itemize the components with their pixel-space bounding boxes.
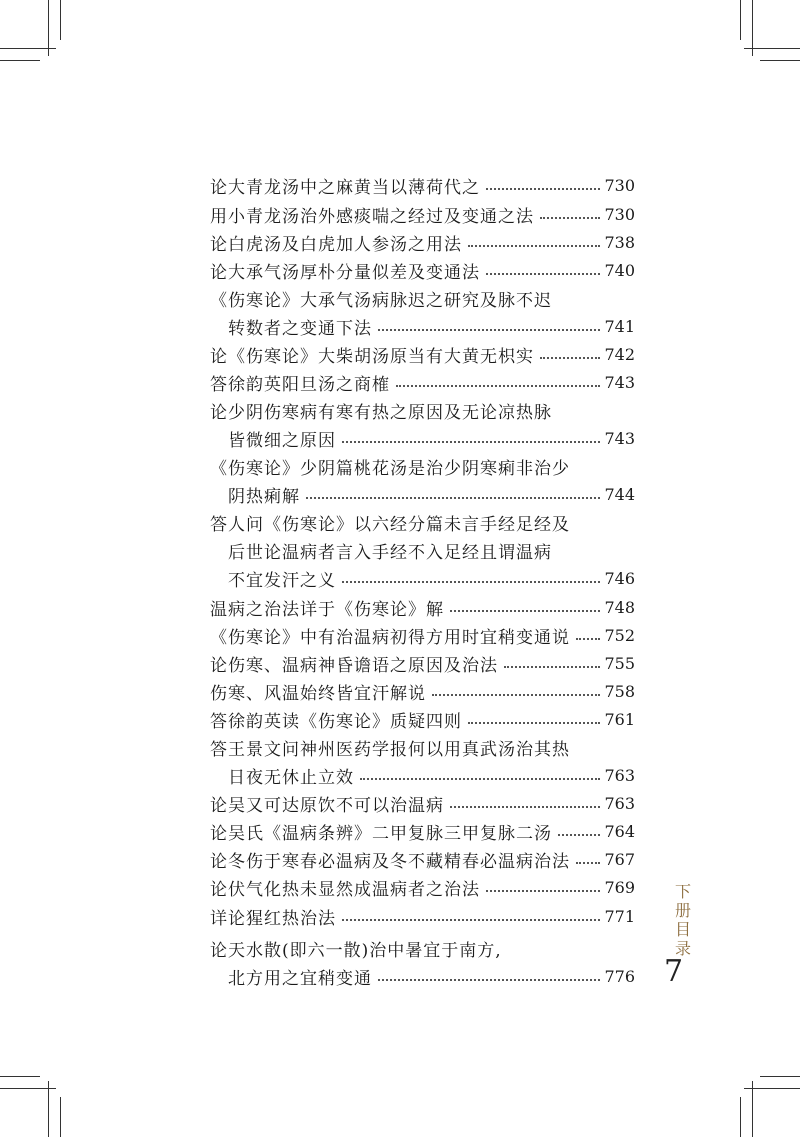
toc-entry-page: 738 — [604, 232, 635, 252]
toc-entry-page: 730 — [604, 204, 635, 224]
toc-entry-title: 日夜无休止立效 — [228, 767, 354, 788]
toc-entry-continuation[interactable] — [228, 565, 635, 591]
toc-entry-page: 730 — [604, 175, 635, 195]
toc-entry-title: 《伤寒论》少阴篇桃花汤是治少阴寒痢非治少 — [210, 458, 570, 479]
toc-entry[interactable] — [210, 734, 635, 760]
dot-leader — [576, 638, 600, 640]
toc-entry-page: 761 — [604, 709, 635, 729]
toc-entry-title: 答王景文问神州医药学报何以用真武汤治其热 — [210, 739, 570, 760]
toc-entry[interactable] — [210, 229, 635, 255]
toc-entry-title: 温病之治法详于《伤寒论》解 — [210, 599, 444, 620]
toc-entry[interactable] — [210, 594, 635, 620]
dot-leader — [342, 581, 600, 583]
toc-entry[interactable] — [210, 790, 635, 816]
toc-entry-title: 论大青龙汤中之麻黄当以薄荷代之 — [210, 177, 480, 198]
dot-leader — [486, 890, 600, 892]
toc-entry-title: 不宜发汗之义 — [228, 570, 336, 591]
toc-entry-title: 北方用之宜稍变通 — [228, 968, 372, 989]
toc-entry-title: 皆微细之原因 — [228, 430, 336, 451]
toc-entry[interactable] — [210, 678, 635, 704]
toc-entry-page: 748 — [604, 597, 635, 617]
toc-entry-title: 答徐韵英读《伤寒论》质疑四则 — [210, 711, 462, 732]
toc-entry-continuation[interactable] — [228, 425, 635, 451]
dot-leader — [378, 979, 600, 981]
section-side-label: 下册目录 — [674, 882, 691, 958]
toc-entry-page: 763 — [604, 793, 635, 813]
dot-leader — [450, 806, 600, 808]
toc-entry-page: 743 — [604, 428, 635, 448]
toc-entry[interactable] — [210, 201, 635, 227]
toc-entry-continuation[interactable] — [228, 313, 635, 339]
toc-entry-title: 后世论温病者言入手经不入足经且谓温病 — [228, 542, 552, 563]
toc-entry[interactable] — [210, 453, 635, 479]
toc-entry-title: 阴热痢解 — [228, 486, 300, 507]
toc-entry[interactable] — [210, 650, 635, 676]
toc-entry[interactable] — [210, 341, 635, 367]
toc-entry-title: 《伤寒论》中有治温病初得方用时宜稍变通说 — [210, 627, 570, 648]
toc-entry-page: 755 — [604, 653, 635, 673]
toc-entry-page: 771 — [604, 906, 635, 926]
toc-entry-page: 763 — [604, 765, 635, 785]
toc-entry[interactable] — [210, 369, 635, 395]
toc-entry-page: 746 — [604, 568, 635, 588]
toc-entry-continuation[interactable] — [228, 481, 635, 507]
toc-entry[interactable] — [210, 935, 635, 961]
toc-entry-page: 769 — [604, 877, 635, 897]
toc-entry-title: 论伤寒、温病神昏谵语之原因及治法 — [210, 655, 498, 676]
toc-entry-page: 752 — [604, 625, 635, 645]
toc-entry[interactable] — [210, 622, 635, 648]
toc-entry-page: 758 — [604, 681, 635, 701]
dot-leader — [342, 919, 600, 921]
toc-entry-title: 论大承气汤厚朴分量似差及变通法 — [210, 262, 480, 283]
toc-entry-page: 744 — [604, 484, 635, 504]
dot-leader — [342, 441, 600, 443]
dot-leader — [576, 862, 600, 864]
toc-entry-title: 论吴氏《温病条辨》二甲复脉三甲复脉二汤 — [210, 823, 552, 844]
dot-leader — [396, 385, 600, 387]
toc-entry-page: 740 — [604, 260, 635, 280]
toc-entry-title: 论伏气化热未显然成温病者之治法 — [210, 879, 480, 900]
toc-entry-page: 743 — [604, 372, 635, 392]
toc-entry[interactable] — [210, 397, 635, 423]
dot-leader — [540, 357, 600, 359]
toc-entry-title: 答徐韵英阳旦汤之商榷 — [210, 374, 390, 395]
toc-entry-title: 论吴又可达原饮不可以治温病 — [210, 795, 444, 816]
toc-entry[interactable] — [210, 257, 635, 283]
toc-entry[interactable] — [210, 509, 635, 535]
toc-entry[interactable] — [210, 846, 635, 872]
page-number: 7 — [664, 954, 684, 989]
toc-entry-title: 论白虎汤及白虎加人参汤之用法 — [210, 234, 462, 255]
toc-entry[interactable] — [210, 172, 635, 198]
dot-leader — [450, 610, 600, 612]
toc-entry-page: 776 — [604, 966, 635, 986]
dot-leader — [468, 245, 600, 247]
toc-entry-title: 详论猩红热治法 — [210, 908, 336, 929]
dot-leader — [360, 778, 600, 780]
toc-entry-title: 用小青龙汤治外感痰喘之经过及变通之法 — [210, 206, 534, 227]
toc-entry[interactable] — [210, 706, 635, 732]
toc-entry-continuation[interactable] — [228, 963, 635, 989]
dot-leader — [486, 273, 600, 275]
toc-entry-title: 转数者之变通下法 — [228, 318, 372, 339]
toc-entry-title: 论《伤寒论》大柴胡汤原当有大黄无枳实 — [210, 346, 534, 367]
toc-entry-title: 论天水散(即六一散)治中暑宜于南方, — [210, 940, 502, 961]
toc-entry[interactable] — [210, 874, 635, 900]
toc-entry[interactable] — [210, 818, 635, 844]
dot-leader — [540, 217, 600, 219]
toc-entry-page: 767 — [604, 849, 635, 869]
toc-entry-title: 《伤寒论》大承气汤病脉迟之研究及脉不迟 — [210, 290, 552, 311]
toc-entry-continuation[interactable] — [228, 537, 635, 563]
toc-entry-title: 答人问《伤寒论》以六经分篇未言手经足经及 — [210, 514, 570, 535]
toc-entry[interactable] — [210, 903, 635, 929]
dot-leader — [558, 834, 600, 836]
dot-leader — [504, 666, 600, 668]
toc-entry[interactable] — [210, 285, 635, 311]
dot-leader — [468, 722, 600, 724]
toc-entry-page: 741 — [604, 316, 635, 336]
dot-leader — [306, 497, 600, 499]
toc-entry-page: 764 — [604, 821, 635, 841]
toc-entry-title: 论少阴伤寒病有寒有热之原因及无论凉热脉 — [210, 402, 552, 423]
toc-entry-continuation[interactable] — [228, 762, 635, 788]
dot-leader — [378, 329, 600, 331]
toc-entry-page: 742 — [604, 344, 635, 364]
dot-leader — [432, 694, 600, 696]
dot-leader — [486, 188, 600, 190]
toc-entry-title: 论冬伤于寒春必温病及冬不藏精春必温病治法 — [210, 851, 570, 872]
toc-entry-title: 伤寒、风温始终皆宜汗解说 — [210, 683, 426, 704]
